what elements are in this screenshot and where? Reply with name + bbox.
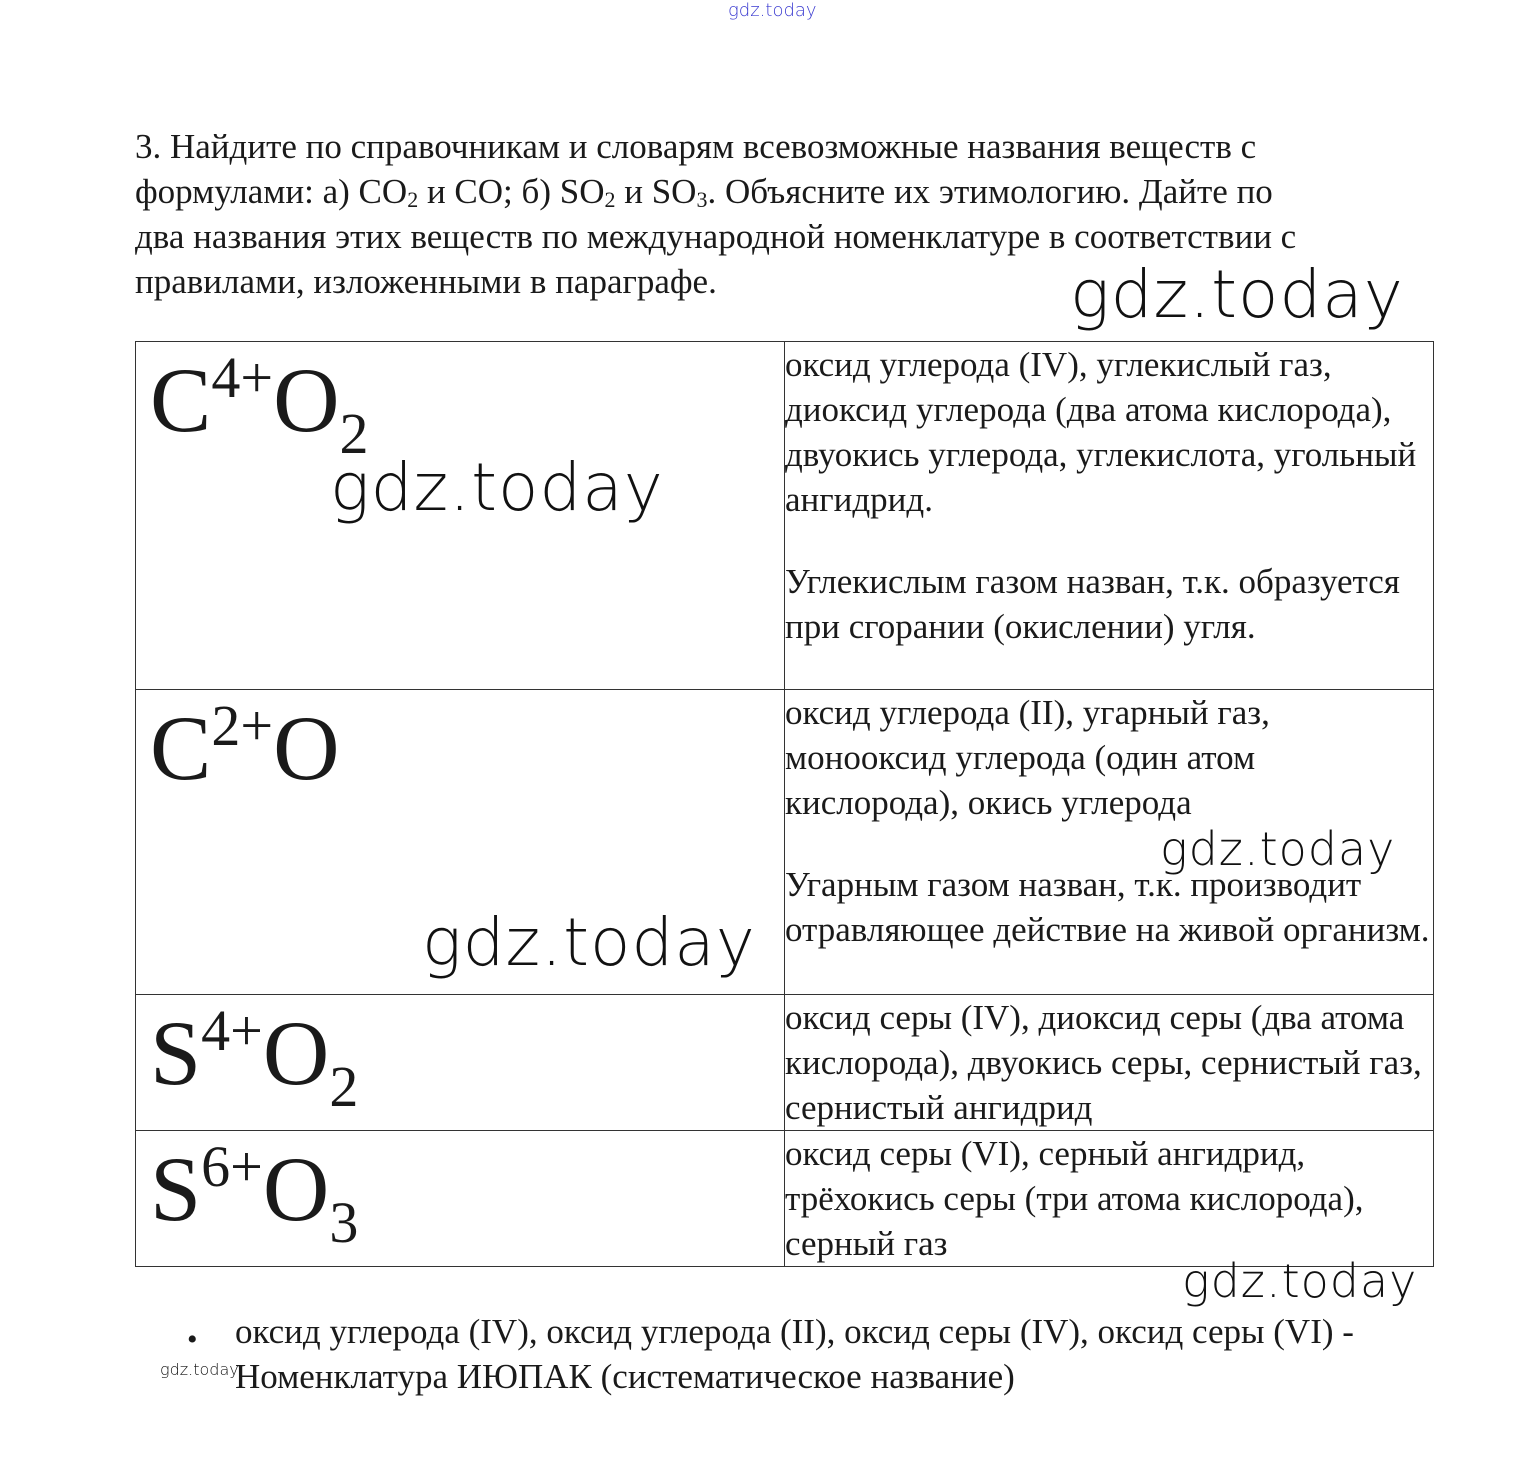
etymology-text: Угарным газом назван, т.к. производит отравляющее действие на живой организм.	[785, 865, 1430, 949]
formula-co: $C^{2+}O$	[150, 693, 340, 799]
names-text: оксид углерода (IV), углекислый газ, диоксид углерода (два атома кислорода), двуокись углерода, углекислота, угольный ангидрид.	[785, 345, 1417, 519]
names-text: оксид серы (VI), серный ангидрид, трёхокись серы (три атома кислорода), серный газ	[785, 1134, 1364, 1263]
etymology-text: Углекислым газом назван, т.к. образуется при сгорании (окислении) угля.	[785, 562, 1400, 646]
description-cell	[785, 995, 1434, 1131]
formula-cell	[136, 995, 785, 1131]
task-line-2: формулами: а) $CO_2$ и CO; б) $SO_2$ и $SO_3$. Объясните их этимологию. Дайте по	[135, 172, 1273, 212]
names-text: оксид серы (IV), диоксид серы (два атома кислорода), двуокись серы, сернистый газ, сернистый ангидрид	[785, 998, 1422, 1127]
watermark: gdz.today	[1182, 1254, 1418, 1308]
bullet-icon: •	[187, 1323, 198, 1356]
table-row	[136, 1131, 1434, 1267]
description-cell	[785, 342, 1434, 690]
watermark: gdz.today	[422, 904, 756, 981]
formula-cell	[136, 1131, 785, 1267]
bullet-text: оксид углерода (IV), оксид углерода (II), оксид серы (IV), оксид серы (VI) - Номенклатура ИЮПАК (систематическое название)	[235, 1312, 1354, 1396]
task-line-1: 3. Найдите по справочникам и словарям всевозможные названия веществ с	[135, 127, 1257, 166]
watermark: gdz.today	[330, 449, 664, 526]
formula-co2: $C^{4+}O_2$	[150, 345, 369, 466]
task-line-3: два названия этих веществ по международной номенклатуре в соответствии с	[135, 217, 1297, 256]
task-line-4: правилами, изложенными в параграфе.	[135, 262, 717, 301]
description-cell	[785, 1131, 1434, 1267]
watermark: gdz.today	[1160, 822, 1396, 876]
formula-so2: $S^{4+}O_2$	[150, 998, 359, 1119]
watermark-small: gdz.today	[160, 1360, 239, 1379]
bullet-list-item	[183, 1309, 1433, 1399]
names-text: оксид углерода (II), угарный газ, монооксид углерода (один атом кислорода), окись углерода	[785, 693, 1270, 822]
table-row	[136, 995, 1434, 1131]
formula-so3: $S^{6+}O_3$	[150, 1134, 359, 1255]
watermark-top: gdz.today	[728, 0, 817, 21]
watermark: gdz.today	[1070, 256, 1404, 333]
